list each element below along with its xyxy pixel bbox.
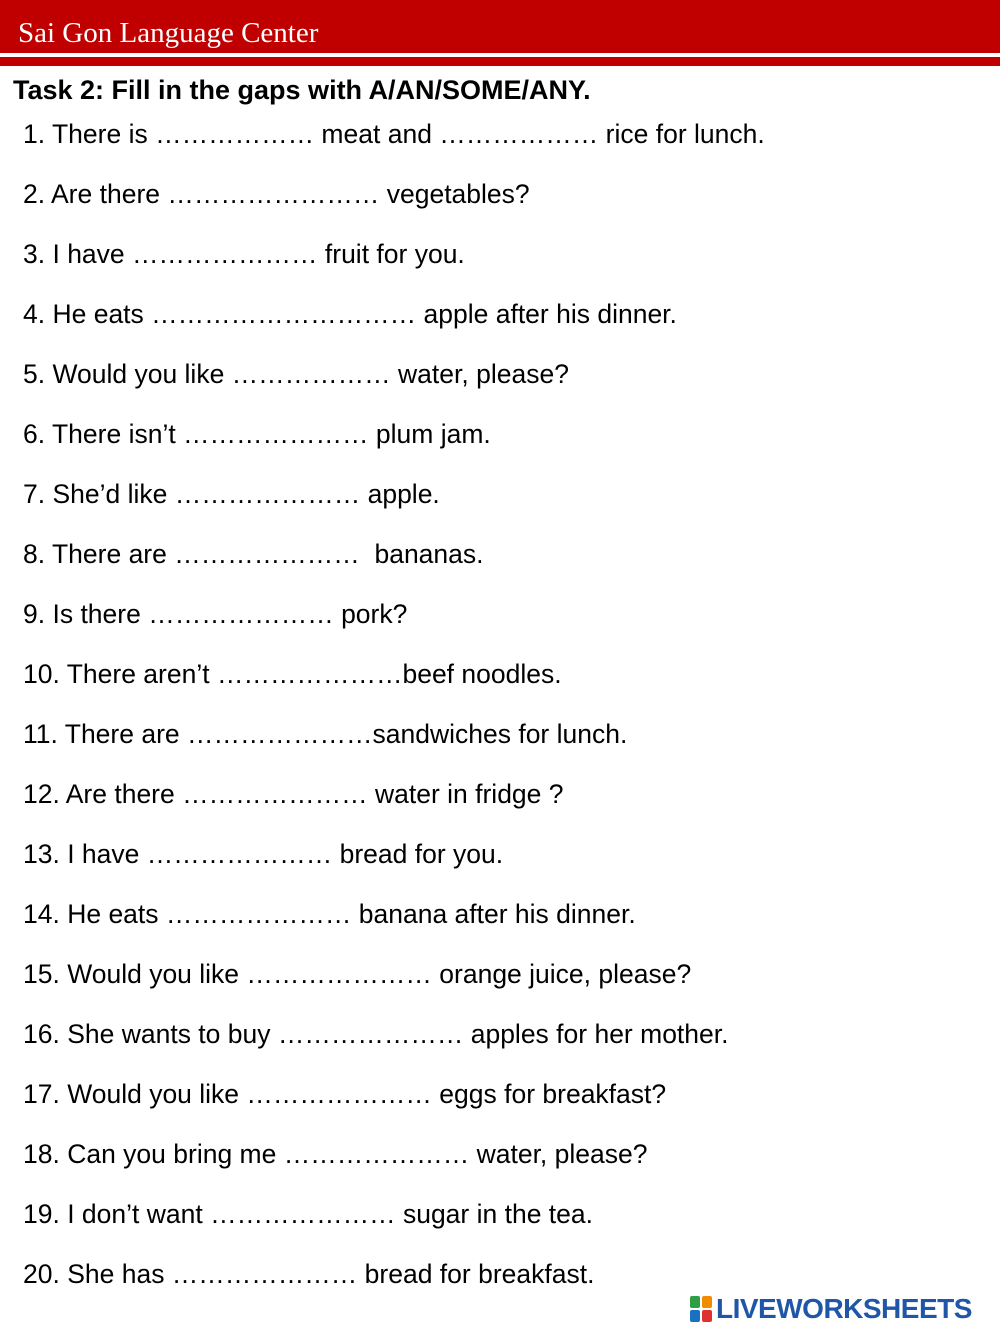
- header-title: Sai Gon Language Center: [18, 17, 319, 49]
- exercise-item-3: 3. I have ………………… fruit for you.: [23, 239, 465, 269]
- exercise-item-8: 8. There are ………………… bananas.: [23, 539, 484, 569]
- exercise-item-11: 11. There are …………………sandwiches for lunch.: [23, 719, 628, 749]
- exercise-item-18: 18. Can you bring me ………………… water, please?: [23, 1139, 648, 1169]
- exercise-item-9: 9. Is there ………………… pork?: [23, 599, 408, 629]
- exercise-item-17: 17. Would you like ………………… eggs for breakfast?: [23, 1079, 667, 1109]
- exercise-item-15: 15. Would you like ………………… orange juice, please?: [23, 959, 692, 989]
- exercise-item-14: 14. He eats ………………… banana after his dinner.: [23, 899, 636, 929]
- exercise-list: [23, 115, 765, 1315]
- liveworksheets-logo-text: LIVEWORKSHEETS: [716, 1293, 972, 1324]
- liveworksheets-logo[interactable]: [690, 1291, 972, 1327]
- exercise-item-10: 10. There aren’t …………………beef noodles.: [23, 659, 562, 689]
- exercise-item-7: 7. She’d like ………………… apple.: [23, 479, 440, 509]
- exercise-item-16: 16. She wants to buy ………………… apples for her mother.: [23, 1019, 729, 1049]
- exercise-item-13: 13. I have ………………… bread for you.: [23, 839, 504, 869]
- exercise-item-19: 19. I don’t want ………………… sugar in the tea.: [23, 1199, 593, 1229]
- task-title: Task 2: Fill in the gaps with A/AN/SOME/ANY.: [13, 75, 591, 105]
- exercise-item-5: 5. Would you like ……………… water, please?: [23, 359, 569, 389]
- liveworksheets-logo-icon: [690, 1296, 712, 1322]
- header-rule: [0, 57, 1000, 66]
- exercise-item-1: 1. There is ……………… meat and ……………… rice for lunch.: [23, 119, 765, 149]
- exercise-item-6: 6. There isn’t ………………… plum jam.: [23, 419, 491, 449]
- exercise-item-12: 12. Are there ………………… water in fridge ?: [23, 779, 564, 809]
- exercise-item-4: 4. He eats ………………………… apple after his dinner.: [23, 299, 677, 329]
- exercise-item-2: 2. Are there …………………… vegetables?: [23, 179, 530, 209]
- exercise-item-20: 20. She has ………………… bread for breakfast.: [23, 1259, 595, 1289]
